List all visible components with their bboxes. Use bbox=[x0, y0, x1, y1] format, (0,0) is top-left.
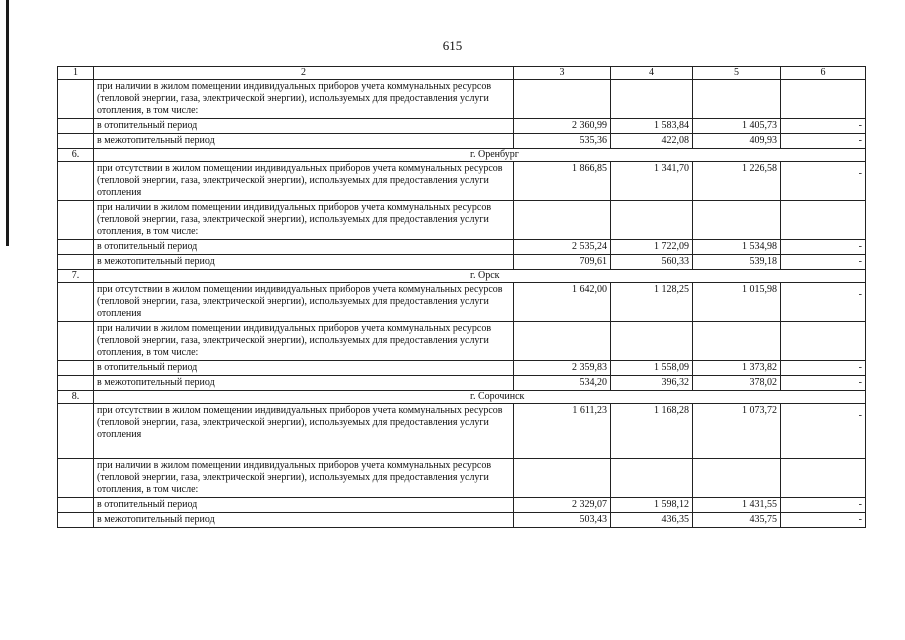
value-col-6: - bbox=[781, 283, 866, 322]
value-col-3: 1 642,00 bbox=[514, 283, 611, 322]
value-col-6 bbox=[781, 201, 866, 240]
value-col-4: 1 168,28 bbox=[611, 404, 693, 459]
row-description: при отсутствии в жилом помещении индивидуальных приборов учета коммунальных ресурсов (тепловой энергии, газа, электрической энергии), используемых для предоставления услуги отопления bbox=[94, 283, 514, 322]
value-col-6 bbox=[781, 459, 866, 498]
table-row bbox=[58, 240, 866, 255]
value-col-4 bbox=[611, 322, 693, 361]
section-row bbox=[58, 149, 866, 162]
row-number bbox=[58, 376, 94, 391]
value-col-6: - bbox=[781, 240, 866, 255]
value-col-5: 539,18 bbox=[693, 255, 781, 270]
value-col-6: - bbox=[781, 134, 866, 149]
section-row bbox=[58, 270, 866, 283]
value-col-3: 535,36 bbox=[514, 134, 611, 149]
row-description: при отсутствии в жилом помещении индивидуальных приборов учета коммунальных ресурсов (тепловой энергии, газа, электрической энергии), используемых для предоставления услуги отопления bbox=[94, 404, 514, 459]
row-description: в межотопительный период bbox=[94, 134, 514, 149]
value-col-6: - bbox=[781, 119, 866, 134]
section-row bbox=[58, 391, 866, 404]
value-col-5: 1 431,55 bbox=[693, 498, 781, 513]
table-row bbox=[58, 404, 866, 459]
row-description: в отопительный период bbox=[94, 119, 514, 134]
value-col-5 bbox=[693, 201, 781, 240]
column-header: 5 bbox=[693, 67, 781, 80]
value-col-5: 378,02 bbox=[693, 376, 781, 391]
value-col-3: 2 360,99 bbox=[514, 119, 611, 134]
value-col-4: 1 583,84 bbox=[611, 119, 693, 134]
value-col-4 bbox=[611, 459, 693, 498]
row-number bbox=[58, 513, 94, 528]
row-number bbox=[58, 80, 94, 119]
row-number bbox=[58, 255, 94, 270]
table-row bbox=[58, 119, 866, 134]
row-description: в отопительный период bbox=[94, 498, 514, 513]
table-row bbox=[58, 513, 866, 528]
value-col-6: - bbox=[781, 498, 866, 513]
value-col-3: 709,61 bbox=[514, 255, 611, 270]
value-col-5 bbox=[693, 322, 781, 361]
table-row bbox=[58, 255, 866, 270]
value-col-6: - bbox=[781, 404, 866, 459]
table-row bbox=[58, 162, 866, 201]
value-col-5: 1 373,82 bbox=[693, 361, 781, 376]
row-number bbox=[58, 361, 94, 376]
value-col-6: - bbox=[781, 376, 866, 391]
row-description: в отопительный период bbox=[94, 240, 514, 255]
row-number bbox=[58, 240, 94, 255]
section-city: г. Сорочинск bbox=[94, 391, 866, 404]
column-header: 1 bbox=[58, 67, 94, 80]
value-col-4: 396,32 bbox=[611, 376, 693, 391]
value-col-5 bbox=[693, 80, 781, 119]
value-col-5: 435,75 bbox=[693, 513, 781, 528]
value-col-3: 534,20 bbox=[514, 376, 611, 391]
row-description: при наличии в жилом помещении индивидуальных приборов учета коммунальных ресурсов (тепловой энергии, газа, электрической энергии), используемых для предоставления услуги отопления, в том числе: bbox=[94, 459, 514, 498]
value-col-4 bbox=[611, 201, 693, 240]
value-col-5: 1 405,73 bbox=[693, 119, 781, 134]
value-col-6: - bbox=[781, 255, 866, 270]
value-col-4: 560,33 bbox=[611, 255, 693, 270]
value-col-4: 1 341,70 bbox=[611, 162, 693, 201]
value-col-5: 1 073,72 bbox=[693, 404, 781, 459]
row-description: в межотопительный период bbox=[94, 376, 514, 391]
row-number bbox=[58, 498, 94, 513]
table-row bbox=[58, 376, 866, 391]
row-number bbox=[58, 459, 94, 498]
value-col-6 bbox=[781, 322, 866, 361]
value-col-3: 2 535,24 bbox=[514, 240, 611, 255]
table-row bbox=[58, 80, 866, 119]
value-col-6 bbox=[781, 80, 866, 119]
row-description: при наличии в жилом помещении индивидуальных приборов учета коммунальных ресурсов (тепловой энергии, газа, электрической энергии), используемых для предоставления услуги отопления, в том числе: bbox=[94, 322, 514, 361]
value-col-3: 2 359,83 bbox=[514, 361, 611, 376]
value-col-3 bbox=[514, 459, 611, 498]
value-col-5: 1 015,98 bbox=[693, 283, 781, 322]
row-number bbox=[58, 162, 94, 201]
table-row bbox=[58, 134, 866, 149]
row-description: при отсутствии в жилом помещении индивидуальных приборов учета коммунальных ресурсов (тепловой энергии, газа, электрической энергии), используемых для предоставления услуги отопления bbox=[94, 162, 514, 201]
value-col-6: - bbox=[781, 513, 866, 528]
column-header: 3 bbox=[514, 67, 611, 80]
value-col-4 bbox=[611, 80, 693, 119]
value-col-3: 1 866,85 bbox=[514, 162, 611, 201]
column-header: 6 bbox=[781, 67, 866, 80]
section-number: 6. bbox=[58, 149, 94, 162]
row-description: при наличии в жилом помещении индивидуальных приборов учета коммунальных ресурсов (тепловой энергии, газа, электрической энергии), используемых для предоставления услуги отопления, в том числе: bbox=[94, 201, 514, 240]
value-col-4: 436,35 bbox=[611, 513, 693, 528]
value-col-4: 422,08 bbox=[611, 134, 693, 149]
column-header: 4 bbox=[611, 67, 693, 80]
row-number bbox=[58, 119, 94, 134]
table-row bbox=[58, 322, 866, 361]
section-city: г. Орск bbox=[94, 270, 866, 283]
page-number: 615 bbox=[442, 38, 463, 53]
value-col-4: 1 598,12 bbox=[611, 498, 693, 513]
table-row bbox=[58, 498, 866, 513]
value-col-3 bbox=[514, 322, 611, 361]
row-description: в отопительный период bbox=[94, 361, 514, 376]
value-col-5: 1 534,98 bbox=[693, 240, 781, 255]
value-col-6: - bbox=[781, 162, 866, 201]
table-header-row bbox=[58, 67, 866, 80]
table-row bbox=[58, 361, 866, 376]
row-description: при наличии в жилом помещении индивидуальных приборов учета коммунальных ресурсов (тепловой энергии, газа, электрической энергии), используемых для предоставления услуги отопления, в том числе: bbox=[94, 80, 514, 119]
value-col-3 bbox=[514, 201, 611, 240]
section-city: г. Оренбург bbox=[94, 149, 866, 162]
row-number bbox=[58, 201, 94, 240]
row-description: в межотопительный период bbox=[94, 513, 514, 528]
row-number bbox=[58, 134, 94, 149]
section-number: 7. bbox=[58, 270, 94, 283]
value-col-3: 2 329,07 bbox=[514, 498, 611, 513]
table-row bbox=[58, 283, 866, 322]
value-col-4: 1 558,09 bbox=[611, 361, 693, 376]
table-row bbox=[58, 201, 866, 240]
value-col-4: 1 128,25 bbox=[611, 283, 693, 322]
tariff-table bbox=[57, 66, 866, 528]
value-col-3 bbox=[514, 80, 611, 119]
row-number bbox=[58, 404, 94, 459]
row-number bbox=[58, 322, 94, 361]
row-number bbox=[58, 283, 94, 322]
value-col-4: 1 722,09 bbox=[611, 240, 693, 255]
value-col-3: 1 611,23 bbox=[514, 404, 611, 459]
value-col-5: 1 226,58 bbox=[693, 162, 781, 201]
value-col-3: 503,43 bbox=[514, 513, 611, 528]
value-col-6: - bbox=[781, 361, 866, 376]
column-header: 2 bbox=[94, 67, 514, 80]
value-col-5: 409,93 bbox=[693, 134, 781, 149]
row-description: в межотопительный период bbox=[94, 255, 514, 270]
value-col-5 bbox=[693, 459, 781, 498]
scan-edge-bar bbox=[6, 0, 9, 246]
section-number: 8. bbox=[58, 391, 94, 404]
table-row bbox=[58, 459, 866, 498]
